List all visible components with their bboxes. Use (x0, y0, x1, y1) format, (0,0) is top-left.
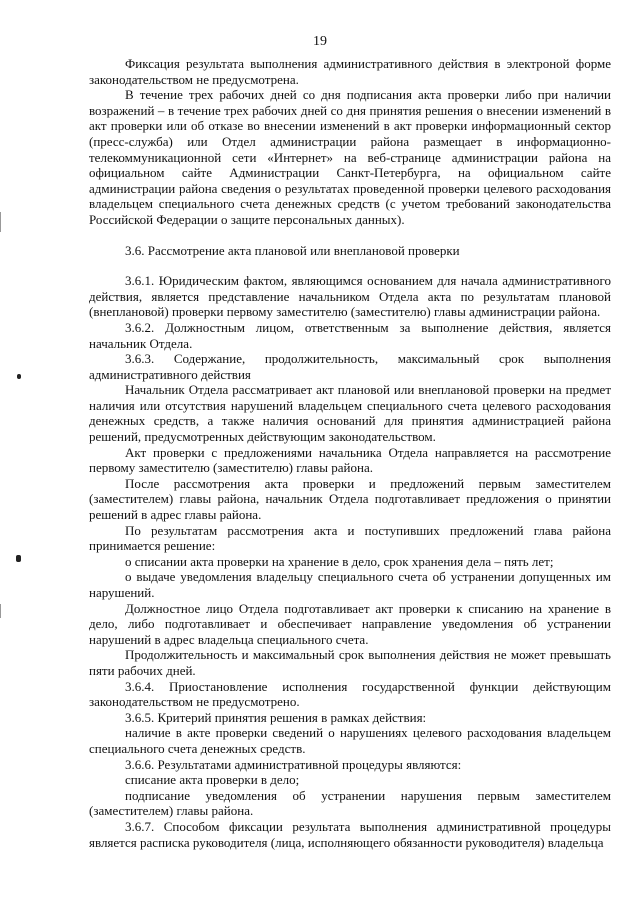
paragraph: 3.6.4. Приостановление исполнения государственной функции действующим законодательством не предусмотрено. (89, 678, 611, 710)
scan-edge-mark (0, 604, 1, 618)
paragraph: 3.6.1. Юридическим фактом, являющимся основанием для начала административного действия, является представление начальником Отдела акта по результатам плановой (внеплановой) проверки первому заместителю (заместителю) главы администрации района. (89, 273, 611, 320)
paragraph: 3.6.7. Способом фиксации результата выполнения административной процедуры является расписка руководителя (лица, исполняющего обязанности руководителя) владельца (89, 818, 611, 850)
list-item: списание акта проверки в дело; (125, 772, 300, 788)
section-heading: 3.6. Рассмотрение акта плановой или внеплановой проверки (125, 242, 460, 258)
scan-edge-mark (0, 212, 1, 232)
list-item: о списании акта проверки на хранение в дело, срок хранения дела – пять лет; (125, 553, 554, 569)
page-number: 19 (313, 34, 327, 49)
paragraph: наличие в акте проверки сведений о нарушениях целевого расходования владельцем специального счета денежных средств. (89, 725, 611, 756)
document-body (89, 56, 611, 850)
paragraph: Акт проверки с предложениями начальника Отдела направляется на рассмотрение первому заместителю (заместителю) главы района. (89, 444, 611, 476)
paragraph: 3.6.3. Содержание, продолжительность, максимальный срок выполнения административного действия (89, 351, 611, 382)
paragraph: По результатам рассмотрения акта и поступивших предложений глава района принимается решение: (89, 522, 611, 554)
scan-artifact-dot (17, 374, 21, 379)
paragraph: После рассмотрения акта проверки и предложений первым заместителем (заместителем) главы района, начальник Отдела подготавливает предложения о принятии решений в адрес главы района. (89, 475, 611, 523)
list-item: о выдаче уведомления владельцу специального счета об устранении допущенных им нарушений. (89, 569, 611, 600)
paragraph: 3.6.5. Критерий принятия решения в рамках действия: (125, 709, 427, 725)
paragraph: Начальник Отдела рассматривает акт плановой или внеплановой проверки на предмет наличия или отсутствия нарушений владельцем специального счета целевого расходования денежных средств, а также наличия оснований для принятия администрацией района решений, предусмотренных действующим законодательством. (89, 382, 611, 445)
paragraph: В течение трех рабочих дней со дня подписания акта проверки либо при наличии возражений – в течение трех рабочих дней со дня принятия решения о внесении изменений в акт проверки или об отказе во внесении изменений в акт проверки информационный сектор (пресс-служба) или Отдел администрации района размещает в информационно-телекоммуникационной сети «Интернет» на веб-странице администрации района на официальном сайте Администрации Санкт-Петербурга, на официальном сайте администрации района сведения о результатах проведенной проверки целевого расходования владельцем специального счета денежных средств (с учетом требований законодательства Российской Федерации о защите персональных данных). (89, 87, 611, 227)
paragraph: Должностное лицо Отдела подготавливает акт проверки к списанию на хранение в дело, либо подготавливает и обеспечивает направление уведомления об устранении нарушений в адрес владельца специального счета. (89, 600, 611, 647)
paragraph: Продолжительность и максимальный срок выполнения действия не может превышать пяти рабочих дней. (89, 647, 611, 678)
list-item: подписание уведомления об устранении нарушения первым заместителем (заместителем) главы района. (89, 787, 611, 819)
scan-artifact-dot (16, 555, 21, 562)
paragraph: 3.6.6. Результатами административной процедуры являются: (125, 756, 462, 772)
paragraph: Фиксация результата выполнения административного действия в электроной форме законодательством не предусмотрена. (89, 56, 611, 87)
paragraph: 3.6.2. Должностным лицом, ответственным за выполнение действия, является начальник Отдела. (89, 319, 611, 351)
